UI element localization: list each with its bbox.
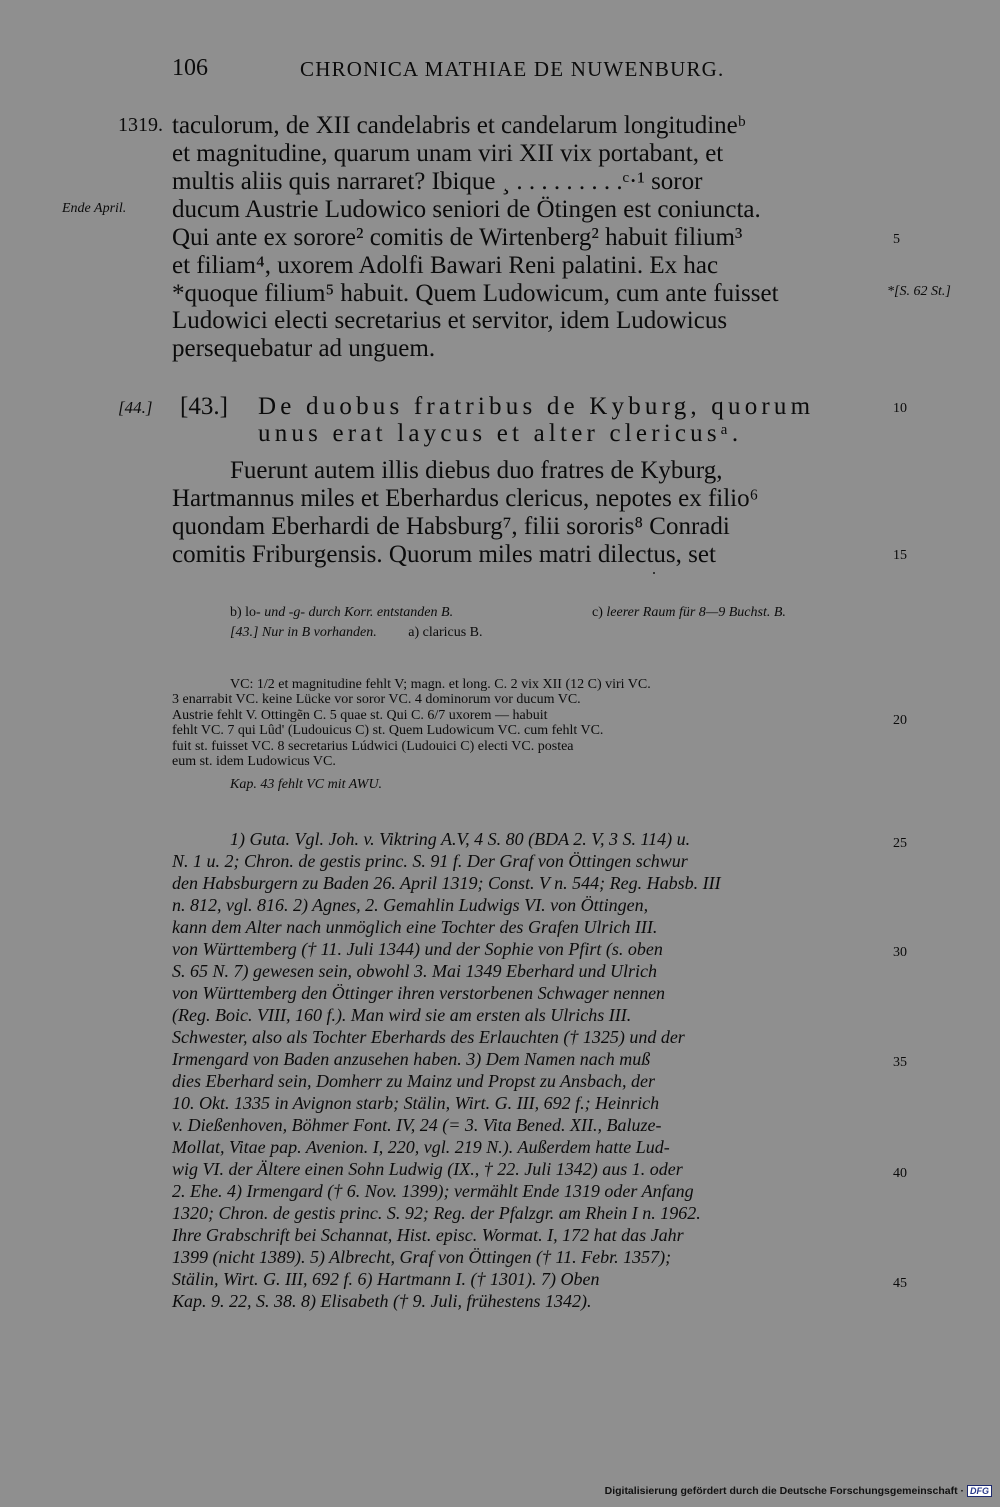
line-number: 45 (893, 1276, 907, 1291)
footnote-line: Stälin, Wirt. G. III, 692 f. 6) Hartmann I. († 1301). 7) Oben (172, 1269, 600, 1289)
text-line: persequebatur ad unguem. (172, 335, 436, 362)
apparatus-note: c) leerer Raum für 8—9 Buchst. B. (592, 605, 786, 620)
footnote-line: (Reg. Boic. VIII, 160 f.). Man wird sie am ersten als Ulrichs III. (172, 1005, 632, 1025)
text-line: et magnitudine, quarum unam viri XII vix portabant, et (172, 140, 724, 167)
line-number: 20 (893, 713, 907, 728)
margin-date-note: Ende April. (62, 201, 127, 216)
credit-text: Digitalisierung gefördert durch die Deutsche Forschungsgemeinschaft · (604, 1485, 964, 1497)
apparatus-line: eum st. idem Ludowicus VC. (172, 754, 336, 769)
footnote-line: kann dem Alter nach unmöglich eine Tochter des Grafen Ulrich III. (172, 917, 658, 937)
footnote-line: von Württemberg († 11. Juli 1344) und der Sophie von Pfirt (s. oben (172, 939, 663, 959)
page-number: 106 (172, 55, 208, 81)
digitization-credit (605, 1485, 992, 1497)
footnote-line: von Württemberg den Öttinger ihren verstorbenen Schwager nennen (172, 983, 666, 1003)
line-number: 15 (893, 548, 907, 563)
footnote-line: den Habsburgern zu Baden 26. April 1319; Const. V n. 544; Reg. Habsb. III (172, 873, 721, 893)
text-line: Qui ante ex sorore² comitis de Wirtenberg² habuit filium³ (172, 224, 743, 251)
line-number: 35 (893, 1055, 907, 1070)
margin-year: 1319. (118, 114, 163, 136)
text-line: taculorum, de XII candelabris et candelarum longitudineᵇ (172, 112, 746, 139)
apparatus-line: Kap. 43 fehlt VC mit AWU. (230, 777, 383, 792)
footnote-line: n. 812, vgl. 816. 2) Agnes, 2. Gemahlin Ludwigs VI. von Öttingen, (172, 895, 649, 915)
chapter-title: unus erat laycus et alter clericusᵃ. (258, 420, 743, 447)
footnote-line: 2. Ehe. 4) Irmengard († 6. Nov. 1399); vermählt Ende 1319 oder Anfang (172, 1181, 694, 1201)
footnote-line: wig VI. der Ältere einen Sohn Ludwig (IX., † 22. Juli 1342) aus 1. oder (172, 1159, 683, 1179)
text-line: comitis Friburgensis. Quorum miles matri dilectus, set (172, 541, 716, 568)
line-number: 30 (893, 945, 907, 960)
dfg-logo: DFG (967, 1485, 992, 1497)
chapter-title: De duobus fratribus de Kyburg, quorum (258, 393, 815, 420)
apparatus-line: fuit st. fuisset VC. 8 secretarius Lúdwici (Ludouici C) electi VC. postea (172, 739, 574, 754)
footnote-line: Ihre Grabschrift bei Schannat, Hist. episc. Wormat. I, 172 hat das Jahr (172, 1225, 684, 1245)
footnote-line: Mollat, Vitae pap. Avenion. I, 220, vgl. 219 N.). Außerdem hatte Lud- (172, 1137, 670, 1157)
footnote-line: N. 1 u. 2; Chron. de gestis princ. S. 91 f. Der Graf von Öttingen schwur (172, 851, 688, 871)
apparatus-note: [43.] Nur in B vorhanden. a) claricus B. (230, 625, 483, 640)
apparatus-line: Austrie fehlt V. Ottingẽn C. 5 quae st. Qui C. 6/7 uxorem — habuit (172, 708, 548, 723)
apparatus-note: b) lo- und -g- durch Korr. entstanden B. (230, 605, 454, 620)
decorative-dot (653, 572, 655, 574)
text-line: quondam Eberhardi de Habsburg⁷, filii sororis⁸ Conradi (172, 513, 730, 540)
chapter-number: [43.] (180, 393, 228, 420)
apparatus-line: fehlt VC. 7 qui Lûd' (Ludouicus C) st. Quem Ludowicum VC. cum fehlt VC. (172, 723, 604, 738)
line-number: 25 (893, 836, 907, 851)
apparatus-line: 3 enarrabit VC. keine Lücke vor soror VC. 4 dominorum vor ducum VC. (172, 692, 581, 707)
footnote-line: Schwester, also als Tochter Eberhards des Erlauchten († 1325) und der (172, 1027, 685, 1047)
text-line: Ludowici electi secretarius et servitor, idem Ludowicus (172, 307, 728, 334)
footnote-line: Kap. 9. 22, S. 38. 8) Elisabeth († 9. Juli, frühestens 1342). (172, 1291, 592, 1311)
line-number: 40 (893, 1166, 907, 1181)
text-line: ducum Austrie Ludowico seniori de Ötingen est coniuncta. (172, 196, 761, 223)
line-number: 5 (893, 232, 900, 247)
margin-page-ref: *[S. 62 St.] (887, 284, 951, 299)
running-title: CHRONICA MATHIAE DE NUWENBURG. (300, 57, 725, 81)
text-line: Hartmannus miles et Eberhardus clericus, nepotes ex filio⁶ (172, 485, 759, 512)
chapter-orig-number: [44.] (118, 398, 153, 417)
footnote-line: 1399 (nicht 1389). 5) Albrecht, Graf von Öttingen († 11. Febr. 1357); (172, 1247, 672, 1267)
footnote-line: 10. Okt. 1335 in Avignon starb; Stälin, Wirt. G. III, 692 f.; Heinrich (172, 1093, 660, 1113)
text-line: Fuerunt autem illis diebus duo fratres de Kyburg, (230, 457, 723, 484)
apparatus-line: VC: 1/2 et magnitudine fehlt V; magn. et long. C. 2 vix XII (12 C) viri VC. (230, 677, 651, 692)
footnote-line: dies Eberhard sein, Domherr zu Mainz und Propst zu Ansbach, der (172, 1071, 655, 1091)
line-number: 10 (893, 401, 907, 416)
footnote-line: 1320; Chron. de gestis princ. S. 92; Reg. der Pfalzgr. am Rhein I n. 1962. (172, 1203, 701, 1223)
footnote-line: 1) Guta. Vgl. Joh. v. Viktring A.V, 4 S. 80 (BDA 2. V, 3 S. 114) u. (230, 829, 691, 849)
text-line: multis aliis quis narraret? Ibique ¸ . . . . . . . . .ᶜ·¹ soror (172, 168, 703, 195)
text-line: et filiam⁴, uxorem Adolfi Bawari Reni palatini. Ex hac (172, 252, 719, 279)
footnote-line: S. 65 N. 7) gewesen sein, obwohl 3. Mai 1349 Eberhard und Ulrich (172, 961, 657, 981)
footnote-line: v. Dießenhoven, Böhmer Font. IV, 24 (= 3. Vita Bened. XII., Baluze- (172, 1115, 662, 1135)
footnote-line: Irmengard von Baden anzusehen haben. 3) Dem Namen nach muß (172, 1049, 651, 1069)
text-line: *quoque filium⁵ habuit. Quem Ludowicum, cum ante fuisset (172, 280, 779, 307)
